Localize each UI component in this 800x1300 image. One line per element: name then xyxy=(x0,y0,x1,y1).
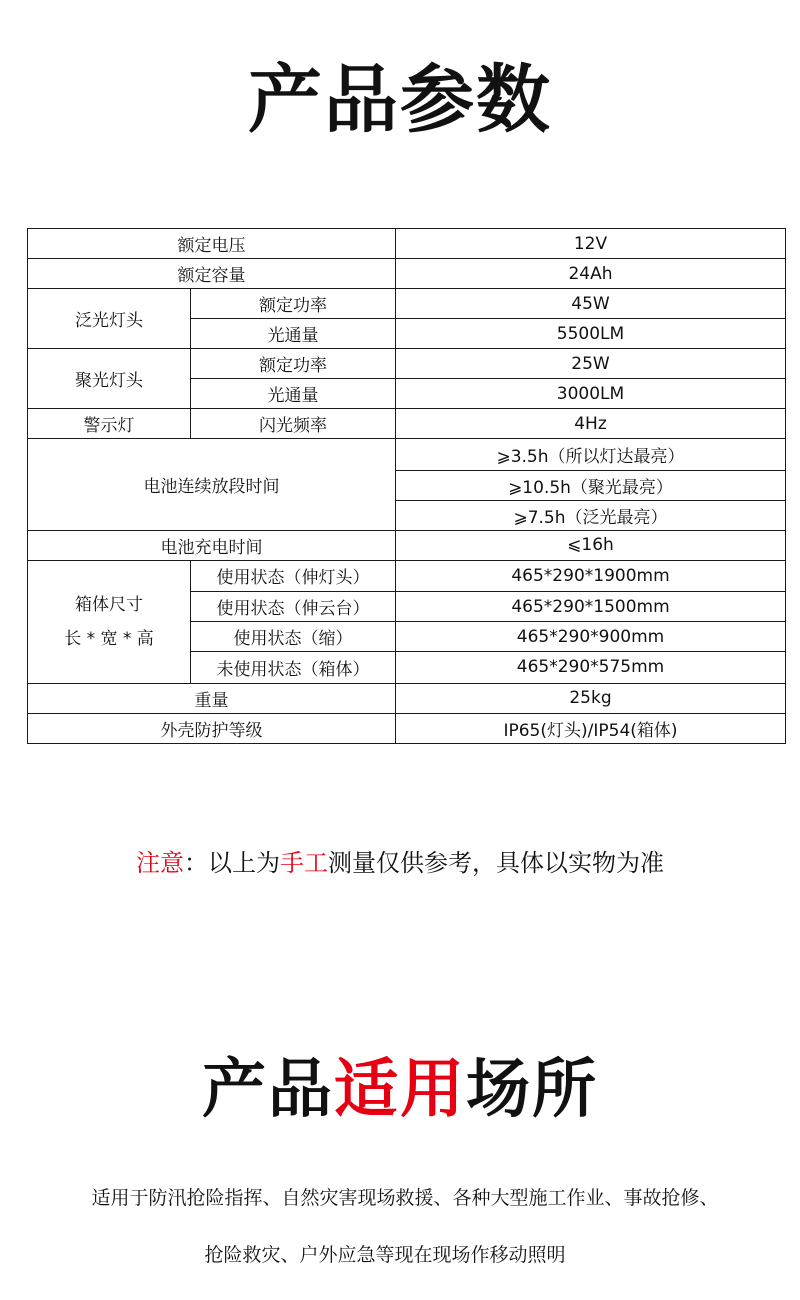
spec-row-weight xyxy=(28,683,786,713)
spec-row-protection xyxy=(28,713,786,743)
applications-title-part: 场所 xyxy=(466,1053,598,1127)
spec-value: 45W xyxy=(396,289,786,319)
spec-table xyxy=(27,228,786,744)
spec-value: IP65(灯头)/IP54(箱体) xyxy=(396,713,786,743)
spec-value: 465*290*1500mm xyxy=(396,592,786,622)
spec-sublabel: 额定功率 xyxy=(191,349,396,379)
applications-description-line: 适用于防汛抢险指挥、自然灾害现场救援、各种大型施工作业、事故抢修、 xyxy=(91,1187,719,1209)
spec-row-box-size-1 xyxy=(28,560,786,592)
note-prefix: 注意 xyxy=(136,849,184,877)
spec-value: 25W xyxy=(396,349,786,379)
spec-row-rated-voltage xyxy=(28,229,786,259)
spec-label: 电池充电时间 xyxy=(28,530,396,560)
spec-row-battery-runtime-all xyxy=(28,439,786,471)
spec-label: 外壳防护等级 xyxy=(28,713,396,743)
spec-value: 4Hz xyxy=(396,409,786,439)
spec-label: 重量 xyxy=(28,683,396,713)
spec-group-label: 警示灯 xyxy=(28,409,191,439)
note-highlight: 手工 xyxy=(280,849,328,877)
applications-title-part: 产品 xyxy=(202,1053,334,1127)
applications-title xyxy=(0,1045,800,1135)
spec-row-rated-capacity xyxy=(28,259,786,289)
spec-value: ⩾7.5h（泛光最亮） xyxy=(396,500,786,530)
spec-sublabel: 使用状态（伸灯头） xyxy=(191,560,396,592)
measurement-note xyxy=(0,845,800,881)
spec-group-label: 聚光灯头 xyxy=(28,349,191,409)
note-text: 测量仅供参考，具体以实物为准 xyxy=(328,849,664,877)
spec-label: 电池连续放段时间 xyxy=(28,439,396,531)
spec-sublabel: 闪光频率 xyxy=(191,409,396,439)
spec-value: 3000LM xyxy=(396,379,786,409)
spec-group-label: 泛光灯头 xyxy=(28,289,191,349)
spec-value: ⩾10.5h（聚光最亮） xyxy=(396,470,786,500)
spec-sublabel: 光通量 xyxy=(191,319,396,349)
spec-sublabel: 未使用状态（箱体） xyxy=(191,652,396,684)
applications-title-highlight: 适用 xyxy=(334,1053,466,1127)
spec-value: ⩽16h xyxy=(396,530,786,560)
box-size-dimensions-label: 长 * 宽 * 高 xyxy=(64,628,154,649)
spec-row-floodlight-power xyxy=(28,289,786,319)
spec-value: 465*290*1900mm xyxy=(396,560,786,592)
spec-sublabel: 使用状态（缩） xyxy=(191,622,396,652)
box-size-label: 箱体尺寸 xyxy=(75,594,143,615)
spec-row-charge-time xyxy=(28,530,786,560)
spec-row-warning-light xyxy=(28,409,786,439)
spec-label: 额定电压 xyxy=(28,229,396,259)
note-text: ：以上为 xyxy=(184,849,280,877)
spec-value: ⩾3.5h（所以灯达最亮） xyxy=(396,439,786,471)
spec-row-spotlight-power xyxy=(28,349,786,379)
spec-value: 24Ah xyxy=(396,259,786,289)
spec-value: 12V xyxy=(396,229,786,259)
spec-value: 5500LM xyxy=(396,319,786,349)
spec-value: 465*290*575mm xyxy=(396,652,786,684)
spec-value: 465*290*900mm xyxy=(396,622,786,652)
spec-sublabel: 光通量 xyxy=(191,379,396,409)
spec-label: 额定容量 xyxy=(28,259,396,289)
spec-group-label xyxy=(28,560,191,683)
spec-sublabel: 额定功率 xyxy=(191,289,396,319)
applications-description-line: 抢险救灾、户外应急等现在现场作移动照明 xyxy=(204,1244,566,1266)
spec-sublabel: 使用状态（伸云台） xyxy=(191,592,396,622)
page-title: 产品参数 xyxy=(248,57,552,143)
spec-value: 25kg xyxy=(396,683,786,713)
